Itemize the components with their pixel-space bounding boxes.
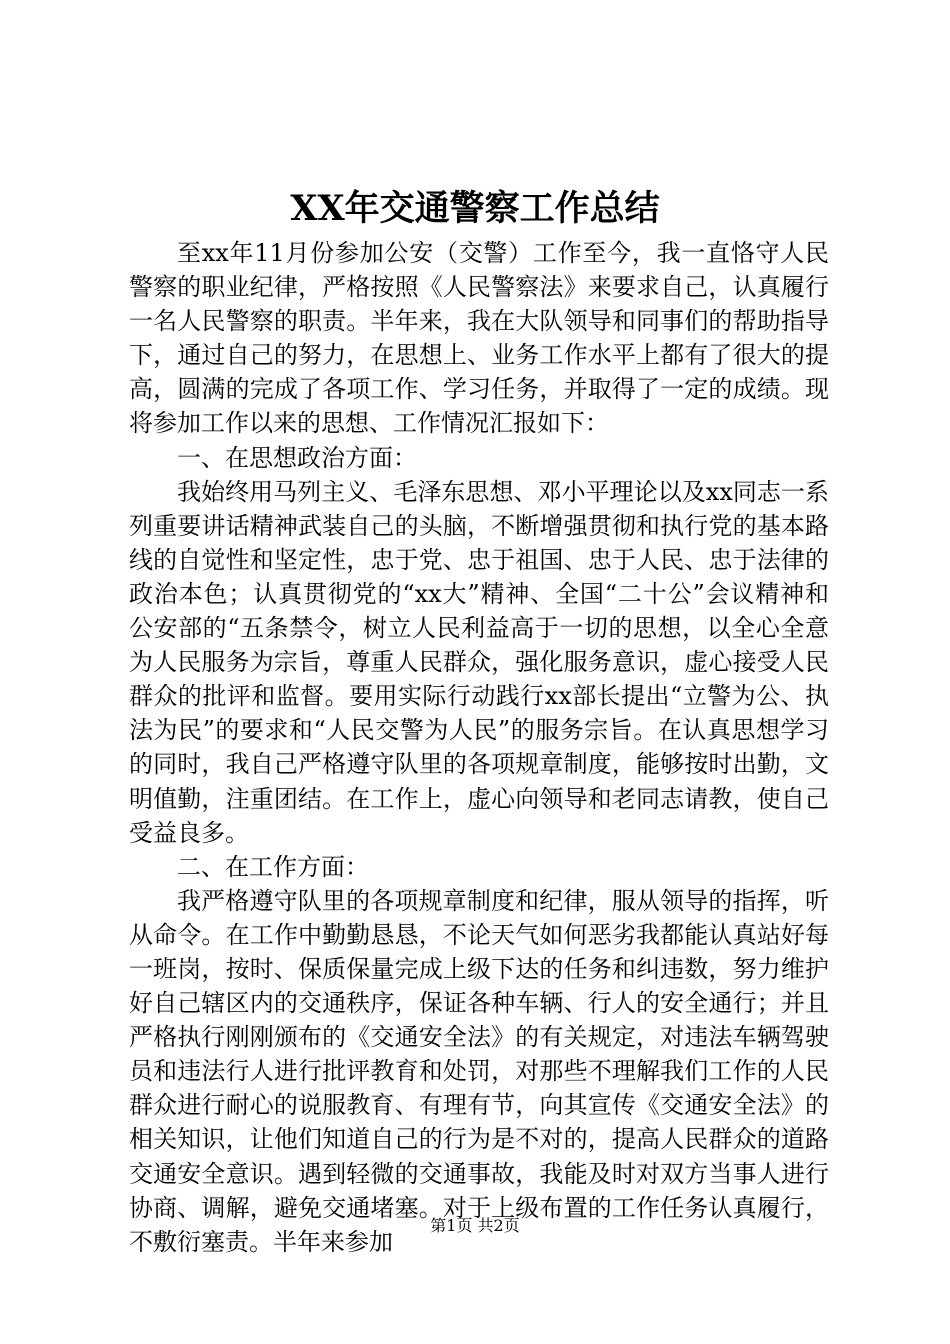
paragraph-work: 我严格遵守队里的各项规章制度和纪律，服从领导的指挥，听从命令。在工作中勤勤恳恳，不论天气如何恶劣我都能认真站好每一班岗，按时、保质保量完成上级下达的任务和纠违数，努力维护好自己辖区内的交通秩序，保证各种车辆、行人的安全通行；并且严格执行刚刚颁布的《交通安全法》的有关规定，对违法车辆驾驶员和违法行人进行批评教育和处罚，对那些不理解我们工作的人民群众进行耐心的说服教育、有理有节，向其宣传《交通安全法》的相关知识，让他们知道自己的行为是不对的，提高人民群众的道路交通安全意识。遇到轻微的交通事故，我能及时对双方当事人进行协商、调解，避免交通堵塞。对于上级布置的工作任务认真履行，不敷衍塞责。半年来参加: [129, 886, 829, 1256]
paragraph-intro: 至xx年11月份参加公安（交警）工作至今，我一直恪守人民警察的职业纪律，严格按照《人民警察法》来要求自己，认真履行一名人民警察的职责。半年来，我在大队领导和同事们的帮助指导下，通过自己的努力，在思想上、业务工作水平上都有了很大的提高，圆满的完成了各项工作、学习任务，并取得了一定的成绩。现将参加工作以来的思想、工作情况汇报如下：: [129, 239, 829, 438]
section-heading-work: 二、在工作方面：: [177, 852, 369, 881]
document-body: [129, 236, 829, 1259]
document-title: XX年交通警察工作总结: [290, 188, 660, 229]
page-footer: 第1页 共2页: [430, 1216, 520, 1235]
paragraph-ideology: 我始终用马列主义、毛泽东思想、邓小平理论以及xx同志一系列重要讲话精神武装自己的头脑，不断增强贯彻和执行党的基本路线的自觉性和坚定性，忠于党、忠于祖国、忠于人民、忠于法律的政治本色；认真贯彻党的“xx大”精神、全国“二十公”会议精神和公安部的“五条禁令，树立人民利益高于一切的思想，以全心全意为人民服务为宗旨，尊重人民群众，强化服务意识，虚心接受人民群众的批评和监督。要用实际行动践行xx部长提出“立警为公、执法为民”的要求和“人民交警为人民”的服务宗旨。在认真思想学习的同时，我自己严格遵守队里的各项规章制度，能够按时出勤，文明值勤，注重团结。在工作上，虚心向领导和老同志请教，使自己受益良多。: [129, 477, 829, 847]
section-heading-ideology: 一、在思想政治方面：: [177, 443, 417, 472]
